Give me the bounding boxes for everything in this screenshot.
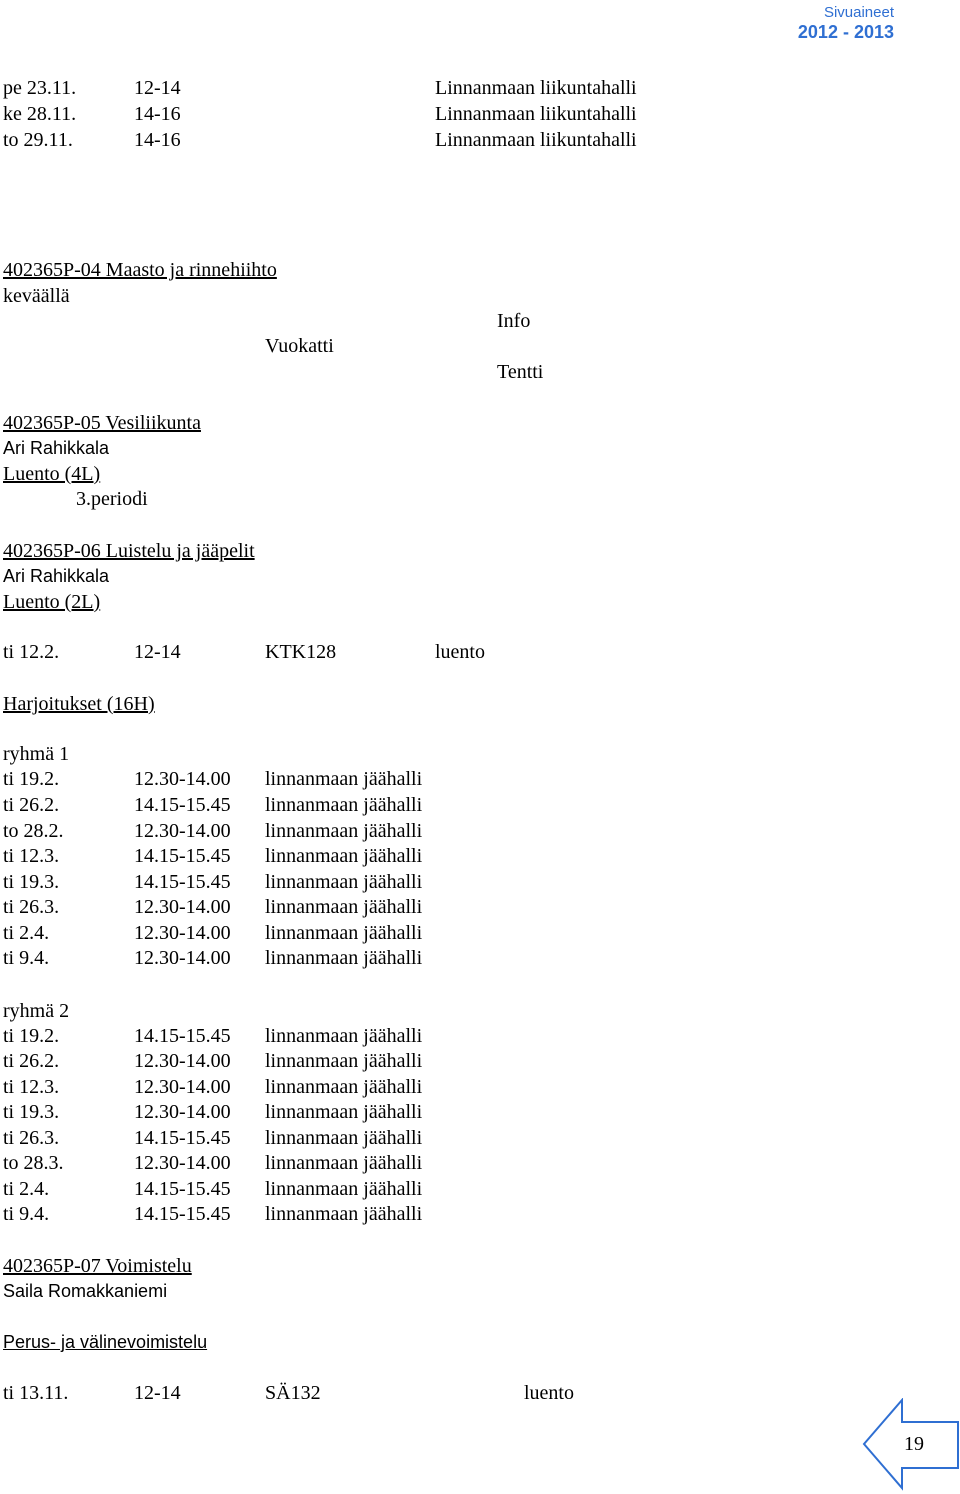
row-time: 14.15-15.45 bbox=[134, 1127, 231, 1149]
lecture-type: luento bbox=[435, 641, 485, 663]
row-time: 12.30-14.00 bbox=[134, 768, 231, 790]
row-time: 12.30-14.00 bbox=[134, 1152, 231, 1174]
header-year: 2012 - 2013 bbox=[797, 22, 894, 42]
schedule-place: Linnanmaan liikuntahalli bbox=[435, 129, 637, 151]
row-place: linnanmaan jäähalli bbox=[265, 1101, 423, 1123]
lecture-room: KTK128 bbox=[265, 641, 337, 663]
course-07-room: SÄ132 bbox=[265, 1382, 321, 1404]
row-place: linnanmaan jäähalli bbox=[265, 1050, 423, 1072]
course-06-teacher: Ari Rahikkala bbox=[3, 566, 110, 586]
row-place: linnanmaan jäähalli bbox=[265, 871, 423, 893]
row-place: linnanmaan jäähalli bbox=[265, 845, 423, 867]
row-day: ti 19.3. bbox=[3, 871, 60, 893]
row-time: 14.15-15.45 bbox=[134, 1203, 231, 1225]
schedule-place: Linnanmaan liikuntahalli bbox=[435, 77, 637, 99]
row-time: 14.15-15.45 bbox=[134, 1178, 231, 1200]
row-day: ti 26.2. bbox=[3, 1050, 60, 1072]
row-place: linnanmaan jäähalli bbox=[265, 1178, 423, 1200]
row-place: linnanmaan jäähalli bbox=[265, 820, 423, 842]
row-place: linnanmaan jäähalli bbox=[265, 1076, 423, 1098]
schedule-time: 14-16 bbox=[134, 103, 181, 125]
course-06-lecture: Luento (2L) bbox=[3, 591, 101, 613]
row-time: 12.30-14.00 bbox=[134, 1101, 231, 1123]
row-place: linnanmaan jäähalli bbox=[265, 1025, 423, 1047]
row-day: ti 19.3. bbox=[3, 1101, 60, 1123]
schedule-time: 12-14 bbox=[134, 77, 181, 99]
course-05-period: 3.periodi bbox=[76, 488, 148, 510]
row-place: linnanmaan jäähalli bbox=[265, 922, 423, 944]
schedule-place: Linnanmaan liikuntahalli bbox=[435, 103, 637, 125]
row-time: 14.15-15.45 bbox=[134, 1025, 231, 1047]
row-day: ti 26.3. bbox=[3, 896, 60, 918]
course-07-teacher: Saila Romakkaniemi bbox=[3, 1281, 168, 1301]
schedule-time: 14-16 bbox=[134, 129, 181, 151]
row-time: 12.30-14.00 bbox=[134, 922, 231, 944]
row-time: 12.30-14.00 bbox=[134, 820, 231, 842]
row-time: 12.30-14.00 bbox=[134, 896, 231, 918]
course-07-subtitle: Perus- ja välinevoimistelu bbox=[3, 1332, 208, 1352]
row-day: ti 12.3. bbox=[3, 845, 60, 867]
lecture-time: 12-14 bbox=[134, 641, 181, 663]
row-day: to 28.3. bbox=[3, 1152, 64, 1174]
course-04-location: Vuokatti bbox=[265, 335, 334, 357]
row-day: ti 19.2. bbox=[3, 1025, 60, 1047]
group-1-label: ryhmä 1 bbox=[3, 743, 70, 765]
row-place: linnanmaan jäähalli bbox=[265, 1127, 423, 1149]
row-day: ti 26.3. bbox=[3, 1127, 60, 1149]
course-05-title: 402365P-05 Vesiliikunta bbox=[3, 412, 201, 434]
course-07-day: ti 13.11. bbox=[3, 1382, 69, 1404]
row-day: ti 26.2. bbox=[3, 794, 60, 816]
group-2-label: ryhmä 2 bbox=[3, 1000, 70, 1022]
schedule-day: to 29.11. bbox=[3, 129, 73, 151]
row-place: linnanmaan jäähalli bbox=[265, 768, 423, 790]
row-day: ti 9.4. bbox=[3, 947, 50, 969]
row-place: linnanmaan jäähalli bbox=[265, 947, 423, 969]
course-04-season: keväällä bbox=[3, 285, 70, 307]
row-day: ti 2.4. bbox=[3, 1178, 50, 1200]
header-label: Sivuaineet bbox=[823, 4, 894, 21]
row-time: 12.30-14.00 bbox=[134, 1050, 231, 1072]
row-day: ti 19.2. bbox=[3, 768, 60, 790]
row-time: 14.15-15.45 bbox=[134, 794, 231, 816]
row-place: linnanmaan jäähalli bbox=[265, 1152, 423, 1174]
row-day: ti 12.3. bbox=[3, 1076, 60, 1098]
lecture-day: ti 12.2. bbox=[3, 641, 60, 663]
row-time: 12.30-14.00 bbox=[134, 1076, 231, 1098]
row-day: ti 2.4. bbox=[3, 922, 50, 944]
page-number: 19 bbox=[904, 1433, 924, 1455]
schedule-day: ke 28.11. bbox=[3, 103, 77, 125]
course-04-exam: Tentti bbox=[497, 361, 544, 383]
row-time: 14.15-15.45 bbox=[134, 845, 231, 867]
course-06-title: 402365P-06 Luistelu ja jääpelit bbox=[3, 540, 255, 562]
course-05-lecture: Luento (4L) bbox=[3, 463, 101, 485]
row-time: 12.30-14.00 bbox=[134, 947, 231, 969]
schedule-day: pe 23.11. bbox=[3, 77, 77, 99]
row-place: linnanmaan jäähalli bbox=[265, 896, 423, 918]
row-place: linnanmaan jäähalli bbox=[265, 1203, 423, 1225]
row-place: linnanmaan jäähalli bbox=[265, 794, 423, 816]
row-time: 14.15-15.45 bbox=[134, 871, 231, 893]
row-day: ti 9.4. bbox=[3, 1203, 50, 1225]
course-07-time: 12-14 bbox=[134, 1382, 181, 1404]
row-day: to 28.2. bbox=[3, 820, 64, 842]
exercises-title: Harjoitukset (16H) bbox=[3, 693, 155, 715]
course-05-teacher: Ari Rahikkala bbox=[3, 438, 110, 458]
course-07-type: luento bbox=[524, 1382, 574, 1404]
course-04-info: Info bbox=[497, 310, 531, 332]
course-04-title: 402365P-04 Maasto ja rinnehiihto bbox=[3, 259, 277, 281]
course-07-title: 402365P-07 Voimistelu bbox=[3, 1255, 192, 1277]
